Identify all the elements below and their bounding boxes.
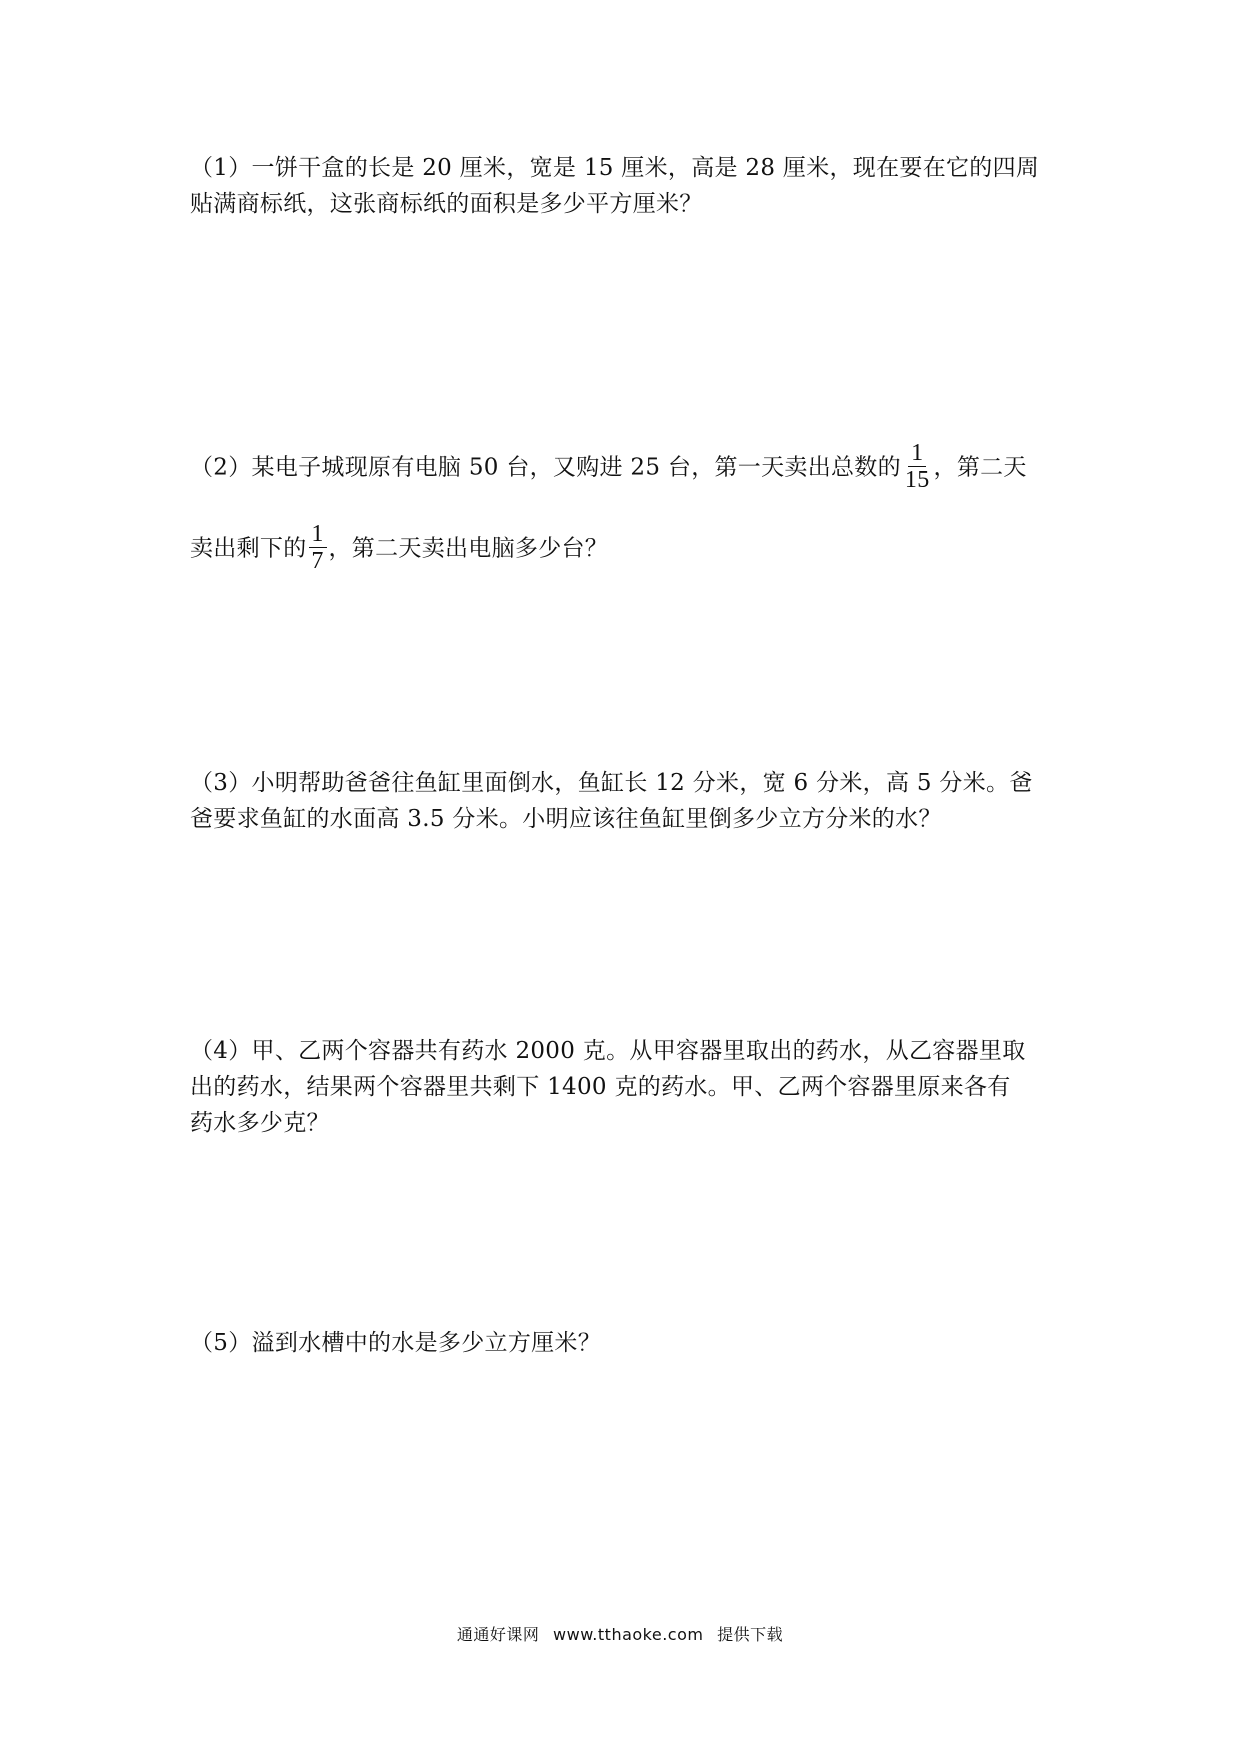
footer-suffix: 提供下载 <box>717 1625 784 1644</box>
question-4-line-3: 药水多少克？ <box>190 1110 330 1136</box>
page-footer <box>0 1622 1240 1645</box>
question-2-text-c: 卖出剩下的 <box>190 535 307 562</box>
question-2 <box>190 442 1060 576</box>
footer-site-name: 通通好课网 <box>456 1625 540 1644</box>
question-2-line-2 <box>190 523 1060 576</box>
question-3 <box>190 765 1060 837</box>
question-2-text-b: ，第二天 <box>933 454 1027 481</box>
question-1 <box>190 150 1060 222</box>
question-5 <box>190 1325 1060 1361</box>
question-2-text-d: ，第二天卖出电脑多少台？ <box>328 535 609 562</box>
fraction-numerator: 1 <box>309 521 327 548</box>
footer-url-link[interactable]: www.tthaoke.com <box>553 1625 704 1644</box>
question-2-line-1 <box>190 442 1060 495</box>
fraction-denominator: 15 <box>904 467 930 493</box>
fraction-denominator: 7 <box>311 548 324 574</box>
question-4 <box>190 1033 1060 1141</box>
question-2-text-a: （2）某电子城现原有电脑 50 台，又购进 25 台，第一天卖出总数的 <box>190 454 901 481</box>
fraction-one-fifteenth <box>903 440 932 493</box>
question-4-line-1: （4）甲、乙两个容器共有药水 2000 克。从甲容器里取出的药水，从乙容器里取 <box>190 1038 1026 1064</box>
question-1-line-1: （1）一饼干盒的长是 20 厘米，宽是 15 厘米，高是 28 厘米，现在要在它的四周 <box>190 155 1040 181</box>
question-5-line-1: （5）溢到水槽中的水是多少立方厘米？ <box>190 1330 602 1356</box>
question-3-line-1: （3）小明帮助爸爸往鱼缸里面倒水，鱼缸长 12 分米，宽 6 分米，高 5 分米。爸 <box>190 770 1033 796</box>
question-3-line-2: 爸要求鱼缸的水面高 3.5 分米。小明应该往鱼缸里倒多少立方分米的水？ <box>190 806 942 832</box>
fraction-one-seventh <box>309 521 327 574</box>
question-4-line-2: 出的药水，结果两个容器里共剩下 1400 克的药水。甲、乙两个容器里原来各有 <box>190 1074 1011 1100</box>
question-1-line-2: 贴满商标纸，这张商标纸的面积是多少平方厘米？ <box>190 191 703 217</box>
fraction-numerator: 1 <box>908 440 926 467</box>
